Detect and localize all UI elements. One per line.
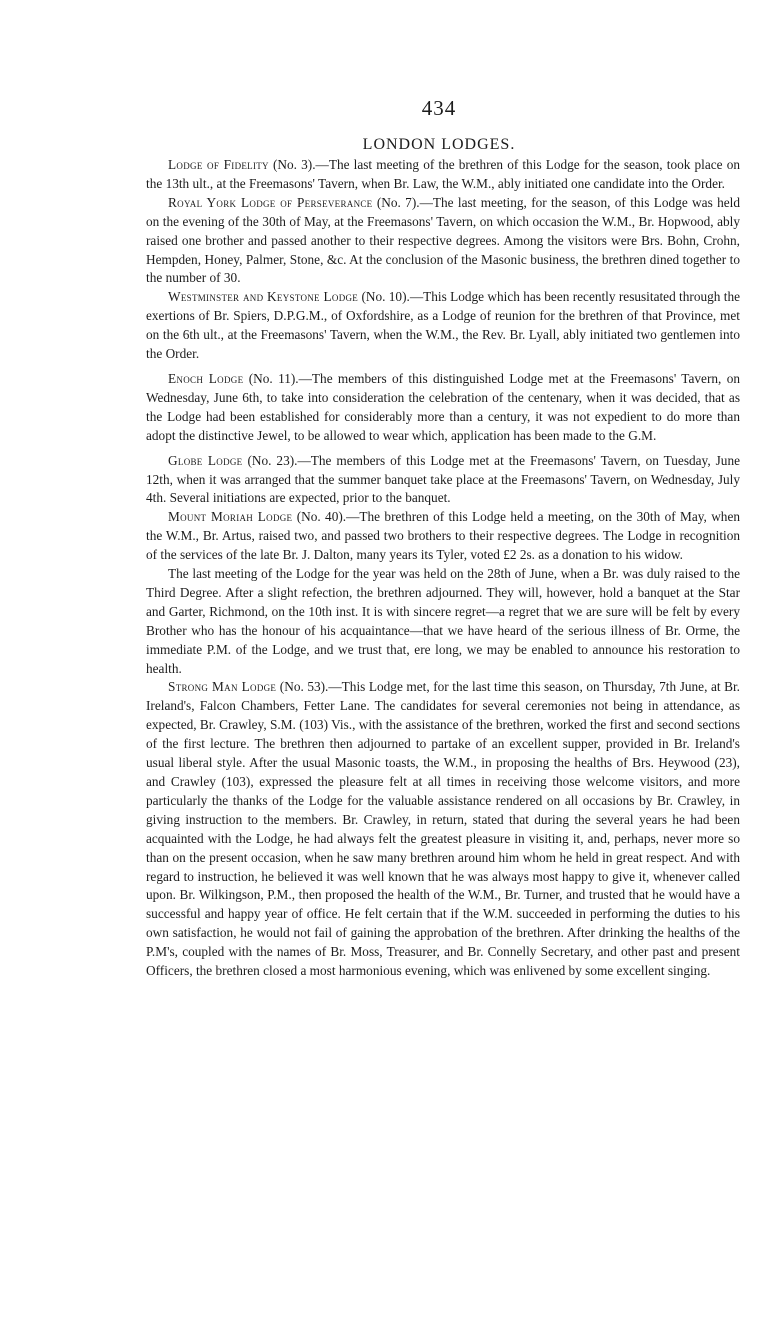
paragraph-text: (No. 23).—The members of this Lodge met at the Freemasons' Tavern, on Tuesday, June 12th, when it was arranged that the summer banquet take place at the Freemasons' Tavern, on Wednesday, July 4th. Several initiations are expected, prior to the banquet. [146, 452, 740, 506]
paragraph-enoch-lodge [146, 370, 740, 446]
paragraph-mount-moriah-lodge [146, 508, 740, 565]
paragraph-text: (No. 10).—This Lodge which has been recently resusitated through the exertions of Br. Spiers, D.P.G.M., of Oxfordshire, as a Lodge of reunion for the brethren of that Province, met on the 6th ult., at the Freemasons' Tavern, when the W.M., the Rev. Br. Lyall, ably initiated two gentlemen into the Order. [146, 289, 740, 362]
paragraph-westminster-keystone-lodge [146, 288, 740, 364]
section-title: LONDON LODGES. [362, 136, 516, 153]
lodge-name: Lodge of Fidelity [168, 157, 269, 172]
lodge-name: Mount Moriah Lodge [168, 509, 293, 525]
paragraph-text: (No. 7).—The last meeting, for the season, of this Lodge was held on the evening of the 30th of May, at the Freemasons' Tavern, on which occasion the W.M., Br. Hopwood, ably raised one brother and passed another to their respective degrees. Among the visitors were Brs. Bohn, Crohn, Hempden, Honey, Palmer, Stone, &c. At the conclusion of the Masonic business, the brethren dined together to the number of 30. [146, 194, 740, 286]
paragraph-royal-york-lodge [146, 194, 740, 289]
paragraph-text: (No. 3).—The last meeting of the brethren of this Lodge for the season, took place on the 13th ult., at the Freemasons' Tavern, when Br. Law, the W.M., ably initiated one candidate into the Order. [146, 157, 740, 191]
paragraph-text: (No. 53).—This Lodge met, for the last time this season, on Thursday, 7th June, at Br. Ireland's, Falcon Chambers, Fetter Lane. The candidates for several ceremonies not being in attendance, as expected, Br. Crawley, S.M. (103) Vis., with the assistance of the brethren, worked the first and second sections of the first lecture. The brethren then adjourned to partake of an excellent supper, provided in Br. Ireland's usual liberal style. After the usual Masonic toasts, the W.M., in proposing the healths of Brs. Heywood (23), and Crawley (103), expressed the pleasure felt at all times in receiving those welcome visitors, and more particularly the thanks of the Lodge for the valuable assistance rendered on all occasions by Br. Crawley, in giving instruction to the members. Br. Crawley, in return, stated that during the several years he had been acquainted with the Lodge, he had always felt the greatest pleasure in visiting it, and, perhaps, never more so than on the present occasion, when he saw many brethren around him whom he held in great respect. And with regard to instruction, he believed it was well known that he was always most happy to give it, whenever called upon. Br. Wilkingson, P.M., then proposed the health of the W.M., Br. Turner, and trusted that he would have a successful and happy year of office. He felt certain that if the W.M. succeeded in performing the duties to his own satisfaction, he would not fail of gaining the approbation of the brethren. After drinking the healths of the P.M's, coupled with the names of Br. Moss, Treasurer, and Br. Connelly Secretary, and other past and present Officers, the brethren closed a most harmonious evening, which was enlivened by some excellent singing. [146, 679, 740, 979]
paragraph-globe-lodge [146, 452, 740, 509]
lodge-name: Globe Lodge [168, 452, 243, 468]
paragraph-mount-moriah-continued [146, 565, 740, 678]
page-number: 434 [421, 96, 457, 120]
lodge-name: Enoch Lodge [168, 370, 244, 386]
lodge-name: Westminster and Keystone Lodge [168, 289, 359, 305]
paragraph-text: (No. 40).—The brethren of this Lodge held a meeting, on the 30th of May, when the W.M., Br. Artus, raised two, and passed two brothers to their respective degrees. The Lodge in recognition of the services of the late Br. J. Dalton, many years its Tyler, voted £2 2s. as a donation to his widow. [146, 509, 740, 563]
paragraph-lodge-of-fidelity [146, 156, 740, 194]
lodge-name: Strong Man Lodge [168, 679, 277, 695]
paragraph-text: The last meeting of the Lodge for the year was held on the 28th of June, when a Br. was duly raised to the Third Degree. After a slight refection, the brethren adjourned. They will, however, hold a banquet at the Star and Garter, Richmond, on the 10th inst. It is with sincere regret—a regret that we are sure will be felt by every Brother who has the honour of his acquaintance—that we have heard of the serious illness of Br. Orme, the immediate P.M. of the Lodge, and we trust that, ere long, we may be enabled to announce his restoration to health. [146, 566, 740, 676]
paragraph-text: (No. 11).—The members of this distinguished Lodge met at the Freemasons' Tavern, on Wednesday, June 6th, to take into consideration the celebration of the centenary, when it was decided, that as the Lodge had been established for considerably more than a century, it was not expedient to do more than adopt the distinctive Jewel, to be allowed to wear which, application has been made to the G.M. [146, 370, 740, 443]
lodge-name: Royal York Lodge of Perseverance [168, 194, 373, 210]
article-body [146, 156, 740, 981]
paragraph-strong-man-lodge [146, 678, 740, 981]
